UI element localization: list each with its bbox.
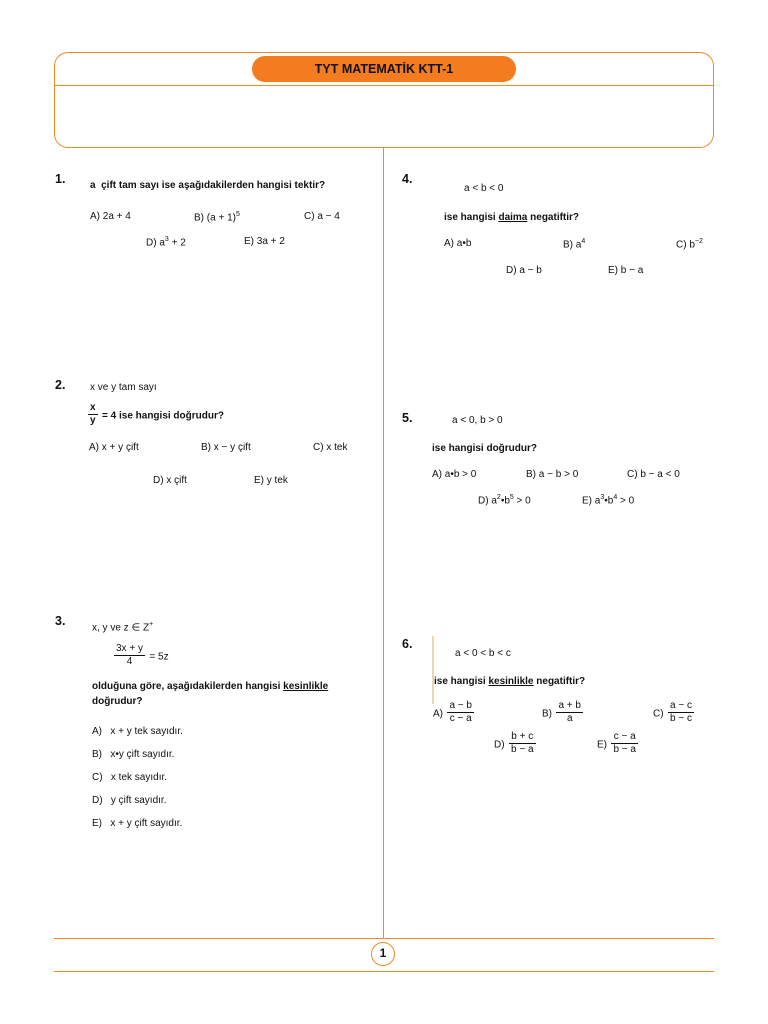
q6-option-e: E) $\frac{c - a}{b - a}$ — [597, 731, 636, 755]
q1-option-e: E) 3a + 2 — [244, 236, 285, 247]
q1-option-c: C) a − 4 — [304, 211, 340, 222]
footer-line-bottom — [54, 971, 714, 972]
question-6-number: 6. — [402, 637, 413, 651]
question-1-number: 1. — [55, 172, 66, 186]
header-divider — [54, 85, 714, 86]
question-5-number: 5. — [402, 411, 413, 425]
q3-option-d: D) y çift sayıdır. — [92, 795, 167, 806]
q1-stem-text: çift tam sayı ise aşağıdakilerden hangisi tektir? — [101, 180, 326, 191]
q5-option-e: E) $a^3•b^4 > 0$ — [582, 494, 635, 507]
q3-line1: x, y ve z ∈ Z+ — [92, 621, 154, 634]
q1-option-a: A) 2a + 4 — [90, 211, 131, 222]
margin-mark — [432, 636, 434, 704]
q3-option-e: E) x + y çift sayıdır. — [92, 818, 183, 829]
q2-option-a: A) x + y çift — [89, 442, 139, 453]
q5-option-c: C) b − a < 0 — [627, 469, 680, 480]
q3-stem-end: doğrudur? — [92, 696, 143, 707]
q6-condition: a < 0 < b < c — [455, 648, 511, 659]
q3-option-a: A) x + y tek sayıdır. — [92, 726, 183, 737]
column-divider — [383, 148, 384, 938]
q2-equation: $\frac{x}{y}$ = 4 ise hangisi doğrudur? — [90, 402, 224, 426]
q6-stem: ise hangisi kesinlikle negatiftir? — [434, 676, 586, 687]
q1-option-d: D) $a^3 + 2$ — [146, 236, 186, 249]
q2-option-c: C) x tek — [313, 442, 348, 453]
q5-stem: ise hangisi doğrudur? — [432, 443, 538, 454]
q2-option-b: B) x − y çift — [201, 442, 251, 453]
q6-option-d: D) $\frac{b + c}{b - a}$ — [494, 731, 534, 755]
question-1-stem — [90, 180, 325, 191]
q4-option-c: C) $b^{-2}$ — [676, 238, 703, 251]
q4-option-b: B) $a^4$ — [563, 238, 586, 251]
q1-option-b: B) $(a + 1)^5$ — [194, 211, 240, 224]
q2-line1: x ve y tam sayı — [90, 382, 157, 393]
q5-option-b: B) a − b > 0 — [526, 469, 579, 480]
page-title: TYT MATEMATİK KTT-1 — [252, 56, 516, 82]
q3-option-c: C) x tek sayıdır. — [92, 772, 168, 783]
q4-stem: ise hangisi daima negatiftir? — [444, 212, 580, 223]
question-3-number: 3. — [55, 614, 66, 628]
page-number: 1 — [371, 942, 395, 966]
q6-option-c: C) $\frac{a - c}{b - c}$ — [653, 700, 692, 724]
q5-condition: a < 0, b > 0 — [452, 415, 503, 426]
q3-stem: olduğuna göre, aşağıdakilerden hangisi kesinlikle — [92, 681, 329, 692]
q6-option-b: B) $\frac{a + b}{a}$ — [542, 700, 581, 724]
q3-option-b: B) x•y çift sayıdır. — [92, 749, 175, 760]
q1-var: a — [90, 180, 96, 191]
q5-option-d: D) $a^2•b^5 > 0$ — [478, 494, 531, 507]
q6-option-a: A) $\frac{a - b}{c - a}$ — [433, 700, 472, 724]
q4-option-e: E) b − a — [608, 265, 644, 276]
question-2-number: 2. — [55, 378, 66, 392]
q4-condition: a < b < 0 — [464, 183, 504, 194]
q3-equation: $\frac{3x + y}{4}$ = 5z — [116, 643, 169, 667]
q4-option-a: A) a•b — [444, 238, 472, 249]
q2-option-d: D) x çift — [153, 475, 187, 486]
q2-option-e: E) y tek — [254, 475, 288, 486]
question-4-number: 4. — [402, 172, 413, 186]
footer-line-top — [54, 938, 714, 939]
q5-option-a: A) a•b > 0 — [432, 469, 477, 480]
q4-option-d: D) a − b — [506, 265, 542, 276]
